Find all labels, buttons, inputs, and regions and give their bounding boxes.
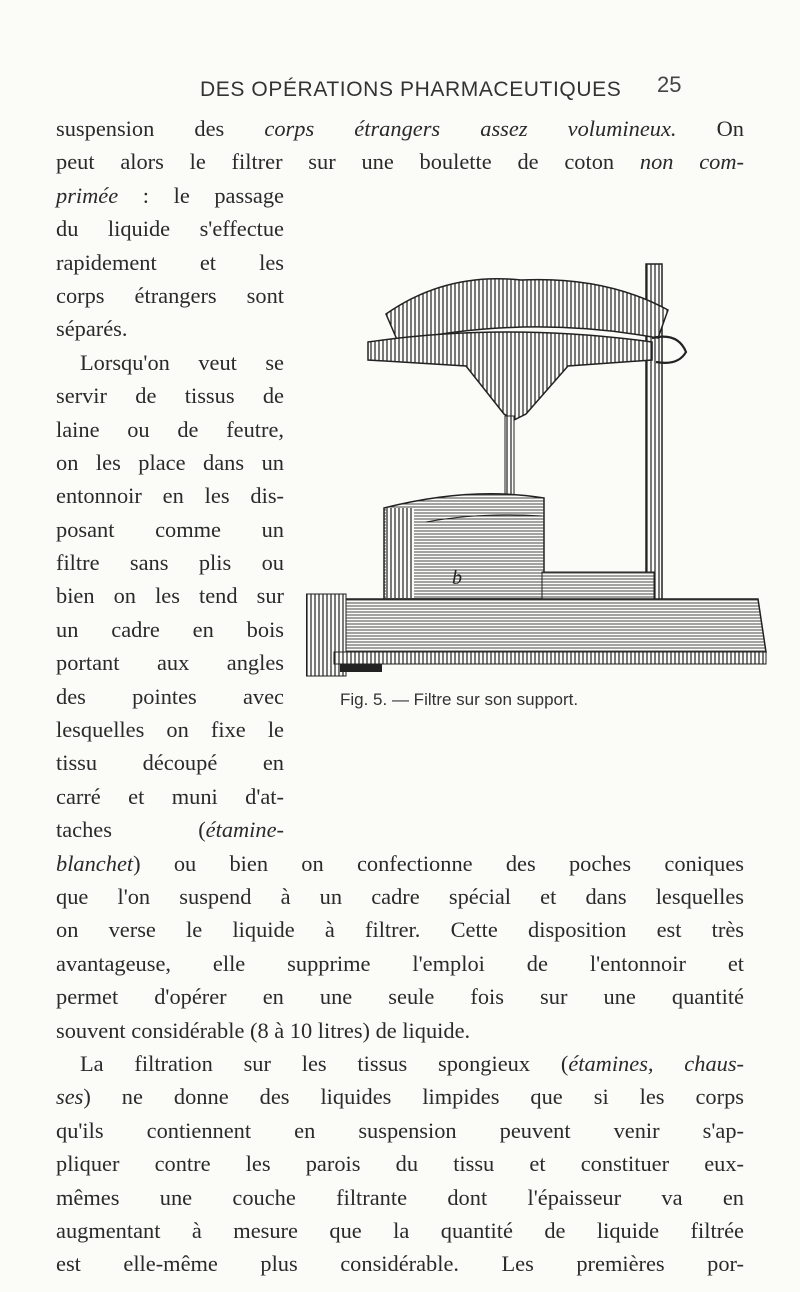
text-line: portant aux angles (56, 650, 284, 676)
text-line: est elle-même plus considérable. Les premières por- (56, 1251, 744, 1277)
text-line: peut alors le filtrer sur une boulette de coton non com- (56, 149, 744, 175)
text-line: entonnoir en les dis- (56, 483, 284, 509)
text-line: permet d'opérer en une seule fois sur une quantité (56, 984, 744, 1010)
text-line: suspension des corps étrangers assez volumineux. On (56, 116, 744, 141)
text-line: Lorsqu'on veut se (80, 349, 284, 375)
text-line: augmentant à mesure que la quantité de liquide filtrée (56, 1217, 744, 1243)
text-line: un cadre en bois (56, 616, 284, 642)
text-line: séparés. (56, 316, 128, 342)
text-line: bien on les tend sur (56, 583, 284, 609)
text-line: des pointes avec (56, 683, 284, 709)
text-line: corps étrangers sont (56, 282, 284, 308)
text-line: laine ou de feutre, (56, 416, 284, 442)
text-line: tissu découpé en (56, 750, 284, 776)
text-line: posant comme un (56, 516, 284, 542)
text-line: carré et muni d'at- (56, 783, 284, 809)
text-line: blanchet) ou bien on confectionne des poches coniques (56, 850, 744, 876)
text-line: primée : le passage (56, 182, 284, 208)
text-line: pliquer contre les parois du tissu et constituer eux- (56, 1151, 744, 1177)
text-line: lesquelles on fixe le (56, 717, 284, 743)
figure-marker-letter: b (452, 567, 462, 589)
text-line: souvent considérable (8 à 10 litres) de liquide. (56, 1017, 471, 1043)
page-header (0, 72, 800, 108)
text-line: on les place dans un (56, 449, 284, 475)
body-text (56, 112, 744, 1281)
text-line: avantageuse, elle supprime l'emploi de l'entonnoir et (56, 950, 744, 976)
text-line: du liquide s'effectue (56, 216, 284, 242)
text-line: La filtration sur les tissus spongieux (étamines, chaus- (80, 1050, 745, 1076)
page-number: 25 (657, 72, 682, 97)
text-line: ses) ne donne des liquides limpides que si les corps (56, 1084, 744, 1110)
text-line: rapidement et les (56, 249, 284, 275)
text-line: filtre sans plis ou (56, 550, 284, 576)
text-line: mêmes une couche filtrante dont l'épaisseur va en (56, 1184, 744, 1210)
text-line: que l'on suspend à un cadre spécial et dans lesquelles (56, 883, 744, 909)
text-line: qu'ils contiennent en suspension peuvent venir s'ap- (56, 1117, 744, 1143)
text-line: servir de tissus de (56, 383, 284, 409)
text-line: on verse le liquide à filtrer. Cette disposition est très (56, 917, 744, 943)
figure-caption: Fig. 5. — Filtre sur son support. (340, 690, 579, 709)
text-line: taches (étamine- (56, 817, 284, 843)
running-title: DES OPÉRATIONS PHARMACEUTIQUES (200, 78, 622, 101)
